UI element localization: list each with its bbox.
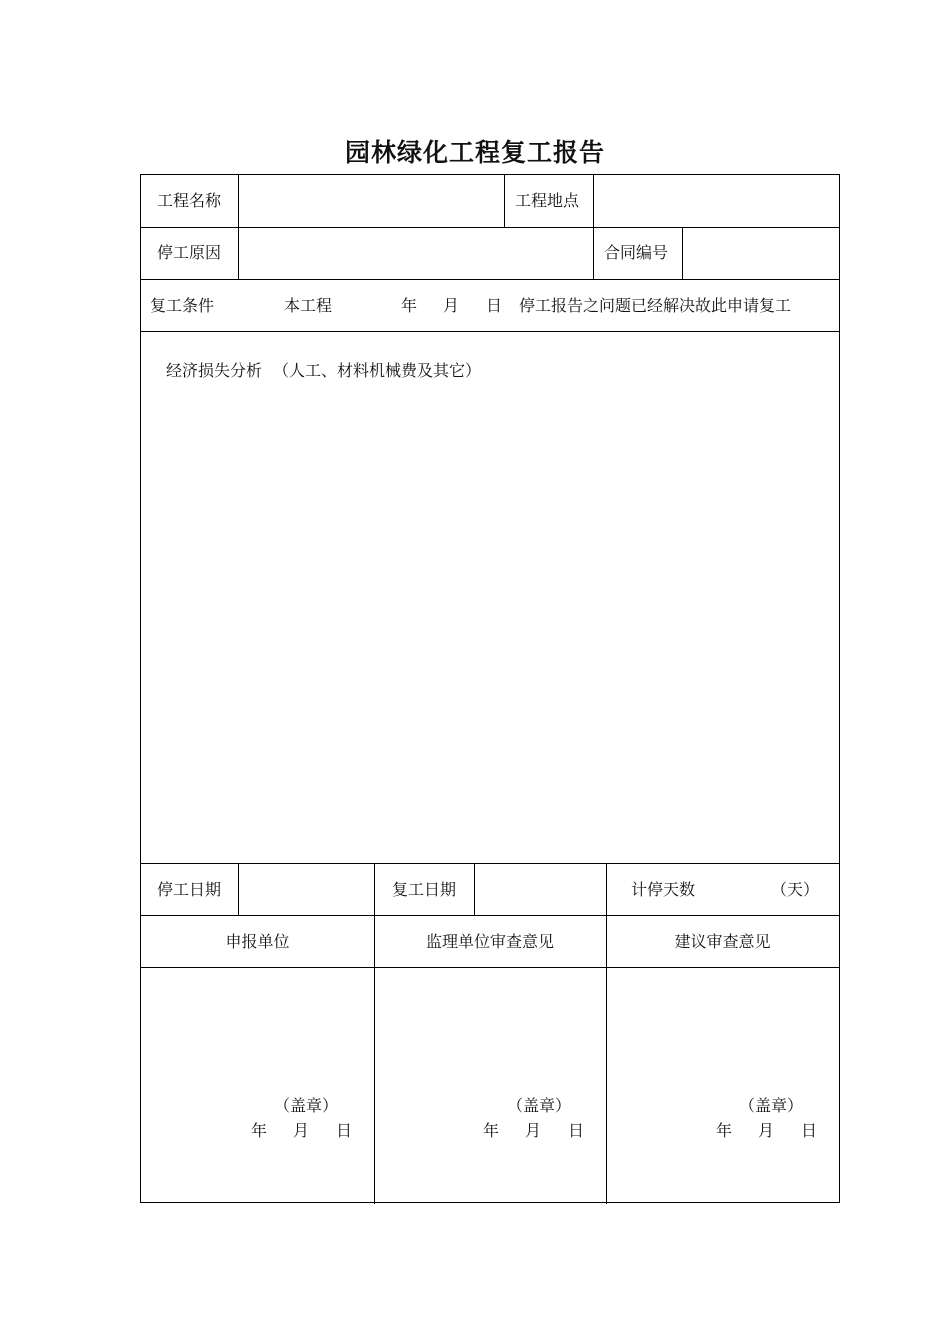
col-divider	[238, 863, 239, 915]
project-location-field[interactable]	[603, 191, 833, 211]
sign-day: 日	[568, 1121, 585, 1140]
seal-text: （盖章）	[739, 1096, 804, 1115]
sign-month: 月	[525, 1121, 542, 1140]
applicant-header: 申报单位	[225, 932, 290, 951]
sign-day: 日	[801, 1121, 818, 1140]
resume-work-form	[140, 174, 840, 1203]
row-divider	[141, 967, 839, 968]
seal-text: （盖章）	[274, 1096, 339, 1115]
resume-conditions-label: 复工条件	[150, 296, 215, 315]
row-divider	[141, 331, 839, 332]
seal-text: （盖章）	[507, 1096, 572, 1115]
loss-analysis-area[interactable]	[151, 390, 831, 855]
col-divider	[682, 227, 683, 279]
resume-date-field[interactable]	[484, 880, 599, 900]
stop-reason-label: 停工原因	[157, 243, 222, 262]
contract-number-field[interactable]	[693, 243, 833, 263]
sign-year: 年	[716, 1121, 733, 1140]
project-name-label: 工程名称	[157, 191, 222, 210]
this-project-text: 本工程	[284, 296, 333, 315]
days-unit: （天）	[771, 880, 820, 899]
col-divider	[593, 175, 594, 227]
row-divider	[141, 915, 839, 916]
col-divider	[374, 915, 375, 1204]
stopped-days-label: 计停天数	[631, 880, 696, 899]
row-divider	[141, 863, 839, 864]
row-divider	[141, 227, 839, 228]
sign-month: 月	[758, 1121, 775, 1140]
loss-analysis-hint: （人工、材料机械费及其它）	[273, 361, 482, 380]
col-divider	[504, 175, 505, 227]
col-divider	[474, 863, 475, 915]
supervisor-header: 监理单位审查意见	[425, 932, 554, 951]
contract-number-label: 合同编号	[604, 243, 669, 262]
day-text: 日	[486, 296, 503, 315]
construction-header: 建议审查意见	[674, 932, 771, 951]
col-divider	[374, 863, 375, 915]
stop-date-field[interactable]	[249, 880, 369, 900]
stop-reason-field[interactable]	[249, 243, 589, 263]
col-divider	[606, 863, 607, 915]
sign-day: 日	[336, 1121, 353, 1140]
col-divider	[238, 175, 239, 227]
project-location-label: 工程地点	[515, 191, 580, 210]
resume-date-label: 复工日期	[392, 880, 457, 899]
month-text: 月	[443, 296, 460, 315]
col-divider	[593, 227, 594, 279]
project-name-field[interactable]	[249, 191, 499, 211]
document-title: 园林绿化工程复工报告	[344, 138, 605, 167]
col-divider	[606, 915, 607, 1204]
row-divider	[141, 279, 839, 280]
stop-date-label: 停工日期	[157, 880, 222, 899]
sign-year: 年	[251, 1121, 268, 1140]
loss-analysis-label: 经济损失分析	[166, 361, 263, 380]
sign-year: 年	[483, 1121, 500, 1140]
sign-month: 月	[293, 1121, 310, 1140]
resolved-statement: 停工报告之问题已经解决故此申请复工	[519, 296, 792, 315]
year-text: 年	[401, 296, 418, 315]
col-divider	[238, 227, 239, 279]
